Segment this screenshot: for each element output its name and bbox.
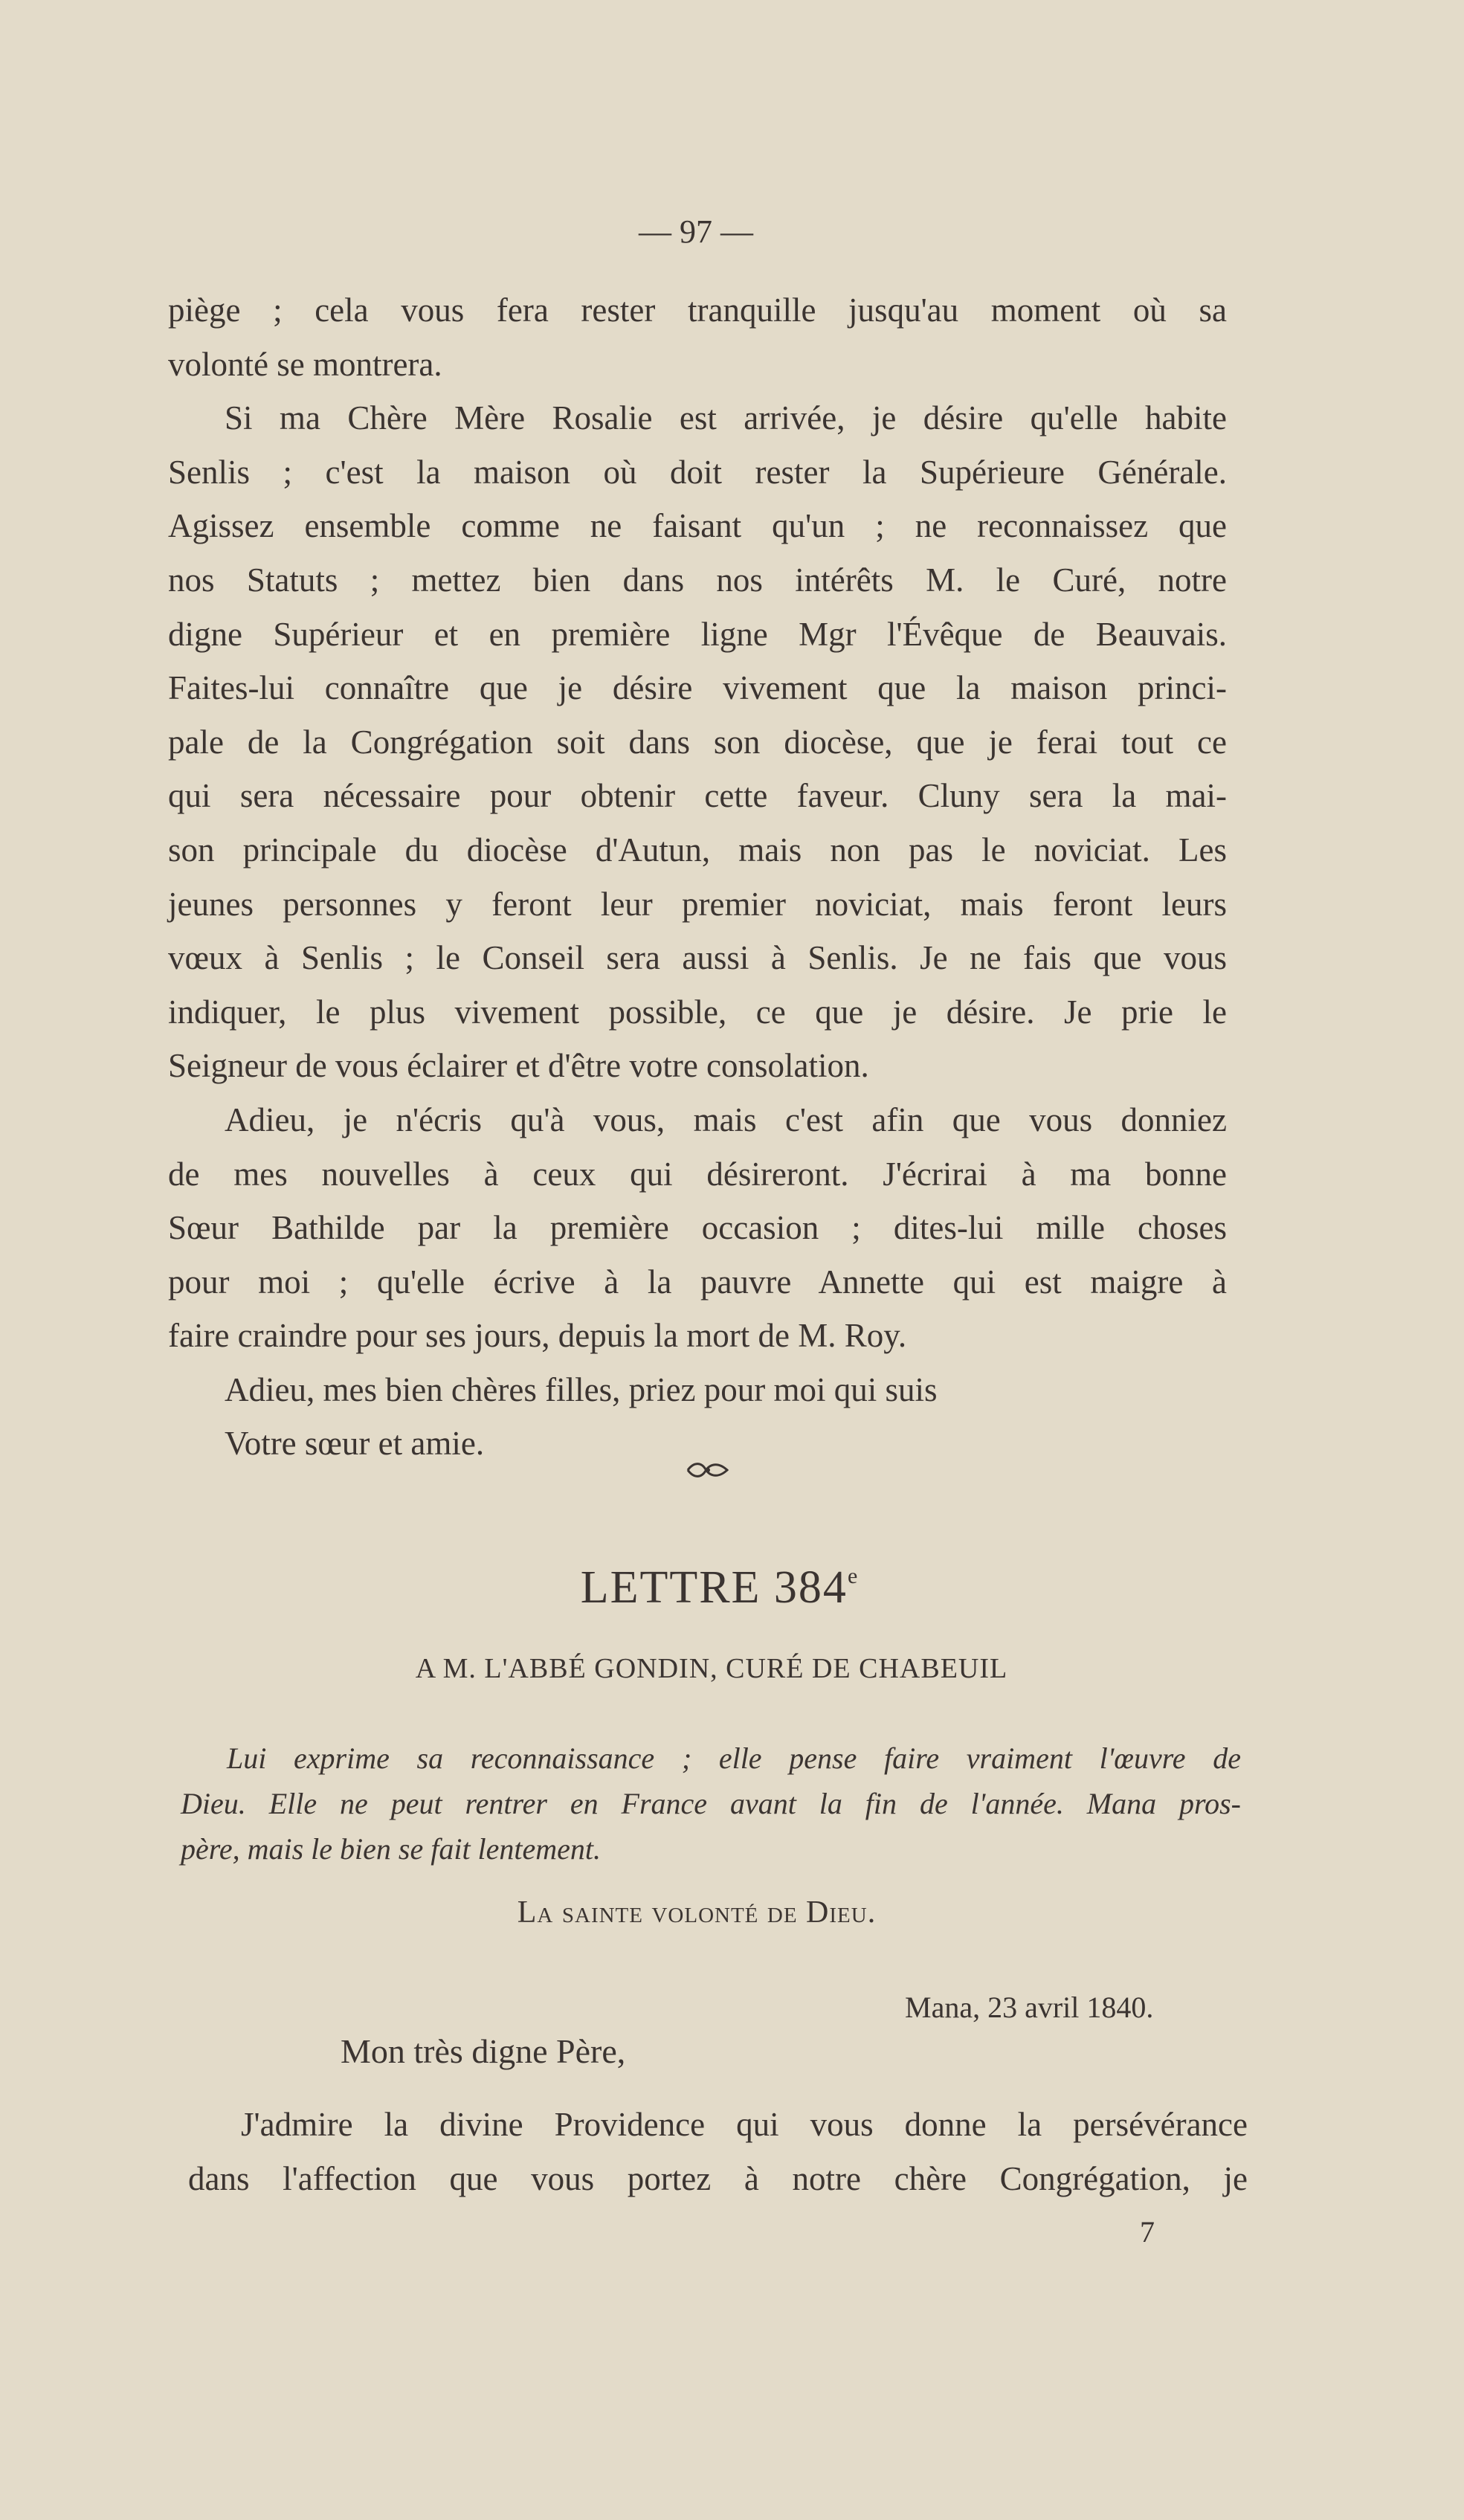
text-line: faire craindre pour ses jours, depuis la mort de M. Roy.	[168, 1317, 907, 1355]
text-line: qui sera nécessaire pour obtenir cette faveur. Cluny sera la mai-	[168, 777, 1227, 815]
ornament-icon	[685, 1459, 731, 1481]
text-line: pale de la Congrégation soit dans son diocèse, que je ferai tout ce	[168, 723, 1227, 761]
text-line: digne Supérieur et en première ligne Mgr l'Évêque de Beauvais.	[168, 615, 1227, 653]
summary-line: Dieu. Elle ne peut rentrer en France avant la fin de l'année. Mana pros-	[181, 1787, 1241, 1820]
letter-title-text: LETTRE 384	[580, 1562, 848, 1613]
letter-salutation: Mon très digne Père,	[341, 2032, 626, 2070]
letter-title	[0, 1562, 1439, 1614]
continued-letter-text	[168, 283, 1227, 1471]
text-line: nos Statuts ; mettez bien dans nos intérêts M. le Curé, notre	[168, 561, 1227, 599]
page-number: — 97 —	[639, 213, 753, 250]
text-line: piège ; cela vous fera rester tranquille jusqu'au moment où sa	[168, 291, 1227, 329]
text-line: Senlis ; c'est la maison où doit rester la Supérieure Générale.	[168, 453, 1227, 491]
text-line: Adieu, je n'écris qu'à vous, mais c'est afin que vous donniez	[225, 1101, 1227, 1138]
text-line: Adieu, mes bien chères filles, priez pour moi qui suis	[225, 1370, 938, 1408]
text-line: Faites-lui connaître que je désire vivement que la maison princi-	[168, 669, 1227, 707]
text-line: jeunes personnes y feront leur premier noviciat, mais feront leurs	[168, 885, 1227, 923]
text-line: Agissez ensemble comme ne faisant qu'un ; ne reconnaissez que	[168, 507, 1227, 545]
letter-title-superscript: e	[847, 1564, 860, 1588]
text-line: volonté se montrera.	[168, 345, 442, 383]
text-line: Si ma Chère Mère Rosalie est arrivée, je désire qu'elle habite	[225, 399, 1227, 437]
text-line: Sœur Bathilde par la première occasion ; dites-lui mille choses	[168, 1209, 1227, 1247]
text-line: Seigneur de vous éclairer et d'être votre consolation.	[168, 1047, 869, 1085]
text-line: de mes nouvelles à ceux qui désireront. J'écrirai à ma bonne	[168, 1155, 1227, 1193]
signature-mark: 7	[1140, 2215, 1155, 2249]
letter-addressee: A M. L'ABBÉ GONDIN, CURÉ DE CHABEUIL	[415, 1653, 1008, 1684]
text-line: indiquer, le plus vivement possible, ce que je désire. Je prie le	[168, 993, 1227, 1031]
letter-summary	[181, 1736, 1241, 1872]
letter-motto: La sainte volonté de Dieu.	[517, 1895, 877, 1930]
summary-line: Lui exprime sa reconnaissance ; elle pense faire vraiment l'œuvre de	[227, 1741, 1241, 1775]
closing-line: Votre sœur et amie.	[225, 1425, 485, 1463]
text-line: pour moi ; qu'elle écrive à la pauvre Annette qui est maigre à	[168, 1263, 1227, 1301]
text-line: J'admire la divine Providence qui vous donne la persévérance	[241, 2106, 1248, 2143]
letter-body	[188, 2098, 1248, 2206]
text-line: vœux à Senlis ; le Conseil sera aussi à Senlis. Je ne fais que vous	[168, 939, 1227, 977]
text-line: son principale du diocèse d'Autun, mais non pas le noviciat. Les	[168, 831, 1227, 869]
letter-date: Mana, 23 avril 1840.	[905, 1991, 1154, 2024]
text-line: dans l'affection que vous portez à notre chère Congrégation, je	[188, 2160, 1248, 2197]
summary-line: père, mais le bien se fait lentement.	[181, 1832, 602, 1866]
